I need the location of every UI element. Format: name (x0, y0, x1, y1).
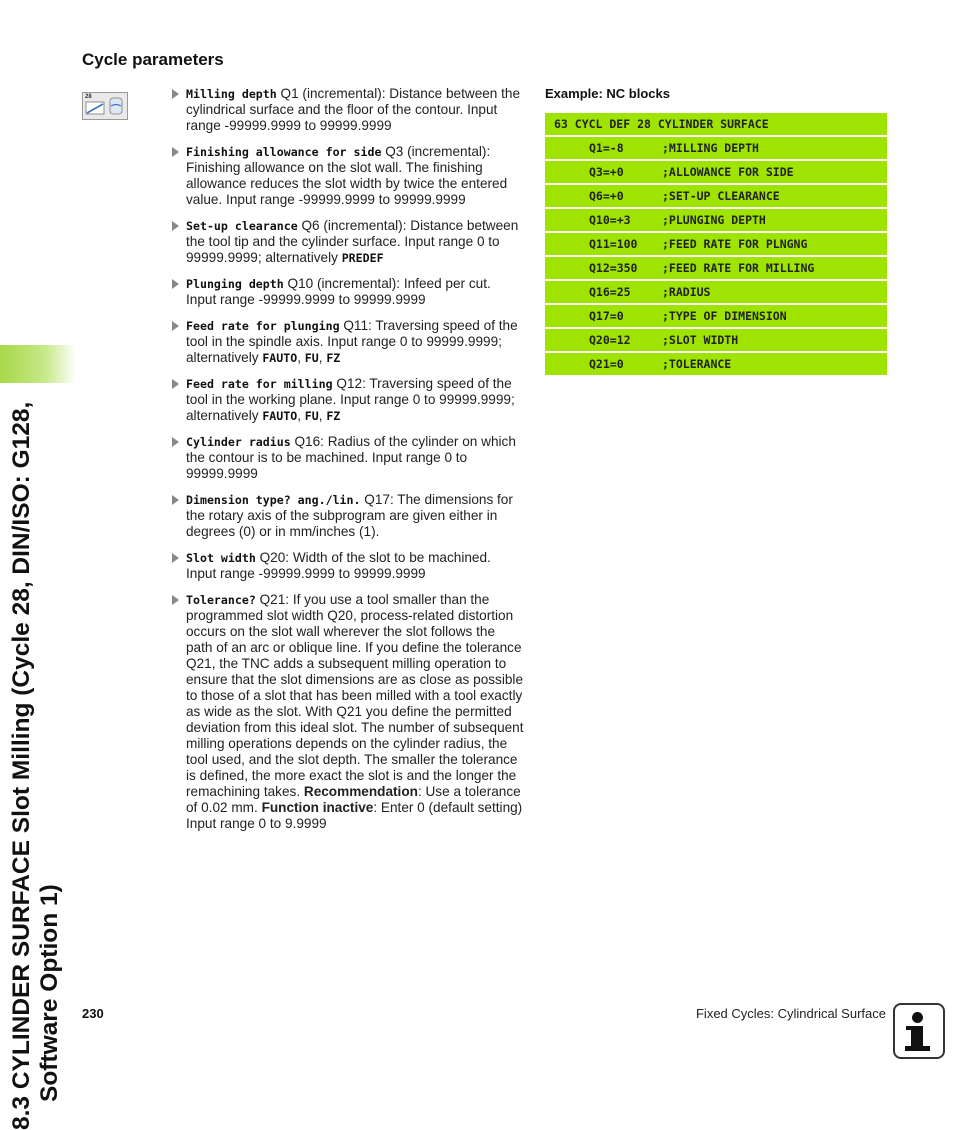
separator: , (318, 350, 327, 365)
param-desc: Q12: Traversing speed of the tool in the working plane. Input range 0 to 99999.9999; alternatively (186, 376, 515, 423)
cycle-28-icon (82, 92, 128, 120)
param-code: FZ (326, 409, 341, 423)
side-title-line-2: Software Option 1) (36, 884, 63, 1102)
nc-comment: ;MILLING DEPTH (662, 141, 759, 155)
param-desc: Q6 (incremental): Distance between the tool tip and the cylinder surface. Input range 0 to 99999.9999; alternatively (186, 218, 519, 265)
param-desc: Q16: Radius of the cylinder on which the contour is to be machined. Input range 0 to 99999.9999 (186, 434, 516, 481)
nc-code: 63 CYCL DEF 28 CYLINDER SURFACE (554, 117, 769, 131)
param-code: FZ (326, 351, 341, 365)
nc-code: Q1=-8 (589, 141, 624, 155)
nc-comment: ;RADIUS (662, 285, 711, 299)
param-setup-clearance (172, 218, 524, 266)
nc-code: Q12=350 (589, 261, 638, 275)
nc-code: Q17=0 (589, 309, 624, 323)
param-slot-width (172, 550, 524, 582)
side-strip (0, 0, 76, 1130)
triangle-bullet-icon (172, 147, 179, 157)
nc-row (545, 257, 887, 279)
recommendation-label: Recommendation (303, 784, 418, 799)
parameter-list (172, 86, 524, 842)
param-name: Set-up clearance (186, 219, 298, 233)
example-title: Example: NC blocks (545, 86, 670, 101)
info-icon (893, 1003, 945, 1059)
page-number: 230 (82, 1006, 104, 1021)
nc-row (545, 209, 887, 231)
triangle-bullet-icon (172, 379, 179, 389)
param-desc: Q1 (incremental): Distance between the cylindrical surface and the floor of the contour. Input range -99999.9999 to 99999.9999 (186, 86, 521, 133)
triangle-bullet-icon (172, 553, 179, 563)
param-name: Milling depth (186, 87, 277, 101)
nc-row (545, 185, 887, 207)
triangle-bullet-icon (172, 321, 179, 331)
param-feed-plunging (172, 318, 524, 366)
nc-comment: ;FEED RATE FOR PLNGNG (662, 237, 808, 251)
param-feed-milling (172, 376, 524, 424)
nc-comment: ;FEED RATE FOR MILLING (662, 261, 815, 275)
triangle-bullet-icon (172, 595, 179, 605)
side-title-line-1: 8.3 CYLINDER SURFACE Slot Milling (Cycle 28, DIN/ISO: G128, (8, 401, 35, 1130)
nc-block-list (545, 113, 887, 377)
side-chapter-title (8, 70, 76, 1130)
param-code: FAUTO (262, 351, 298, 365)
nc-row (545, 281, 887, 303)
nc-row (545, 113, 887, 135)
param-desc-2: : Use a tolerance of 0.02 mm. (186, 784, 521, 815)
param-name: Dimension type? ang./lin. (186, 493, 361, 507)
param-finishing-allowance (172, 144, 524, 208)
nc-row (545, 233, 887, 255)
nc-code: Q3=+0 (589, 165, 624, 179)
param-milling-depth (172, 86, 524, 134)
triangle-bullet-icon (172, 437, 179, 447)
section-title: Cycle parameters (82, 50, 224, 69)
triangle-bullet-icon (172, 221, 179, 231)
param-desc: Q17: The dimensions for the rotary axis of the subprogram are given either in degrees (0) or in mm/inches (1). (186, 492, 513, 539)
nc-row (545, 329, 887, 351)
triangle-bullet-icon (172, 495, 179, 505)
param-code: FAUTO (262, 409, 298, 423)
info-icon-dot (912, 1012, 923, 1023)
separator: , (297, 350, 305, 365)
cycle-icon-number: 28 (85, 94, 92, 100)
nc-row (545, 305, 887, 327)
separator: , (318, 408, 327, 423)
param-cylinder-radius (172, 434, 524, 482)
param-name: Tolerance? (186, 593, 256, 607)
param-desc: Q20: Width of the slot to be machined. Input range -99999.9999 to 99999.9999 (186, 550, 491, 581)
param-code: FU (304, 409, 319, 423)
nc-code: Q10=+3 (589, 213, 631, 227)
param-desc: Q21: If you use a tool smaller than the programmed slot width Q20, process-related distortion occurs on the slot wall wherever the slot follows the path of an arc or oblique line. If you define the tolerance Q21, the TNC adds a subsequent milling operation to ensure that the slot dimensions are as close as possible to those of a slot that has been milled with a tool exactly as wide as the slot. With Q21 you define the permitted deviation from this ideal slot. The number of subsequent milling operations depends on the cylinder radius, the tool used, and the slot depth. The smaller the tolerance is defined, the more exact the slot is and the longer the remachining takes. (186, 592, 524, 799)
nc-row (545, 353, 887, 375)
nc-row (545, 161, 887, 183)
nc-row (545, 137, 887, 159)
nc-code: Q11=100 (589, 237, 638, 251)
param-name: Feed rate for milling (186, 377, 333, 391)
triangle-bullet-icon (172, 279, 179, 289)
nc-code: Q20=12 (589, 333, 631, 347)
nc-comment: ;PLUNGING DEPTH (662, 213, 766, 227)
info-icon-foot (905, 1046, 930, 1051)
param-name: Finishing allowance for side (186, 145, 382, 159)
param-name: Plunging depth (186, 277, 284, 291)
nc-comment: ;TOLERANCE (662, 357, 732, 371)
param-plunging-depth (172, 276, 524, 308)
nc-code: Q16=25 (589, 285, 631, 299)
footer-chapter: Fixed Cycles: Cylindrical Surface (695, 1006, 886, 1021)
param-name: Feed rate for plunging (186, 319, 340, 333)
param-desc: Q11: Traversing speed of the tool in the spindle axis. Input range 0 to 99999.9999; alternatively (186, 318, 518, 365)
param-name: Cylinder radius (186, 435, 291, 449)
param-name: Slot width (186, 551, 256, 565)
param-desc: Q3 (incremental): Finishing allowance on the slot wall. The finishing allowance reduces the slot width by twice the entered value. Input range -99999.9999 to 99999.9999 (186, 144, 508, 207)
nc-comment: ;SLOT WIDTH (662, 333, 739, 347)
param-dimension-type (172, 492, 524, 540)
param-tolerance (172, 592, 524, 832)
nc-code: Q21=0 (589, 357, 624, 371)
triangle-bullet-icon (172, 89, 179, 99)
nc-comment: ;TYPE OF DIMENSION (662, 309, 787, 323)
nc-code: Q6=+0 (589, 189, 624, 203)
nc-comment: ;ALLOWANCE FOR SIDE (662, 165, 794, 179)
nc-comment: ;SET-UP CLEARANCE (662, 189, 780, 203)
param-desc-3: : Enter 0 (default setting) Input range 0 to 9.9999 (186, 800, 523, 831)
param-desc: Q10 (incremental): Infeed per cut. Input range -99999.9999 to 99999.9999 (186, 276, 491, 307)
param-code: PREDEF (341, 251, 384, 265)
param-code: FU (304, 351, 319, 365)
separator: , (297, 408, 305, 423)
function-inactive-label: Function inactive (261, 800, 374, 815)
